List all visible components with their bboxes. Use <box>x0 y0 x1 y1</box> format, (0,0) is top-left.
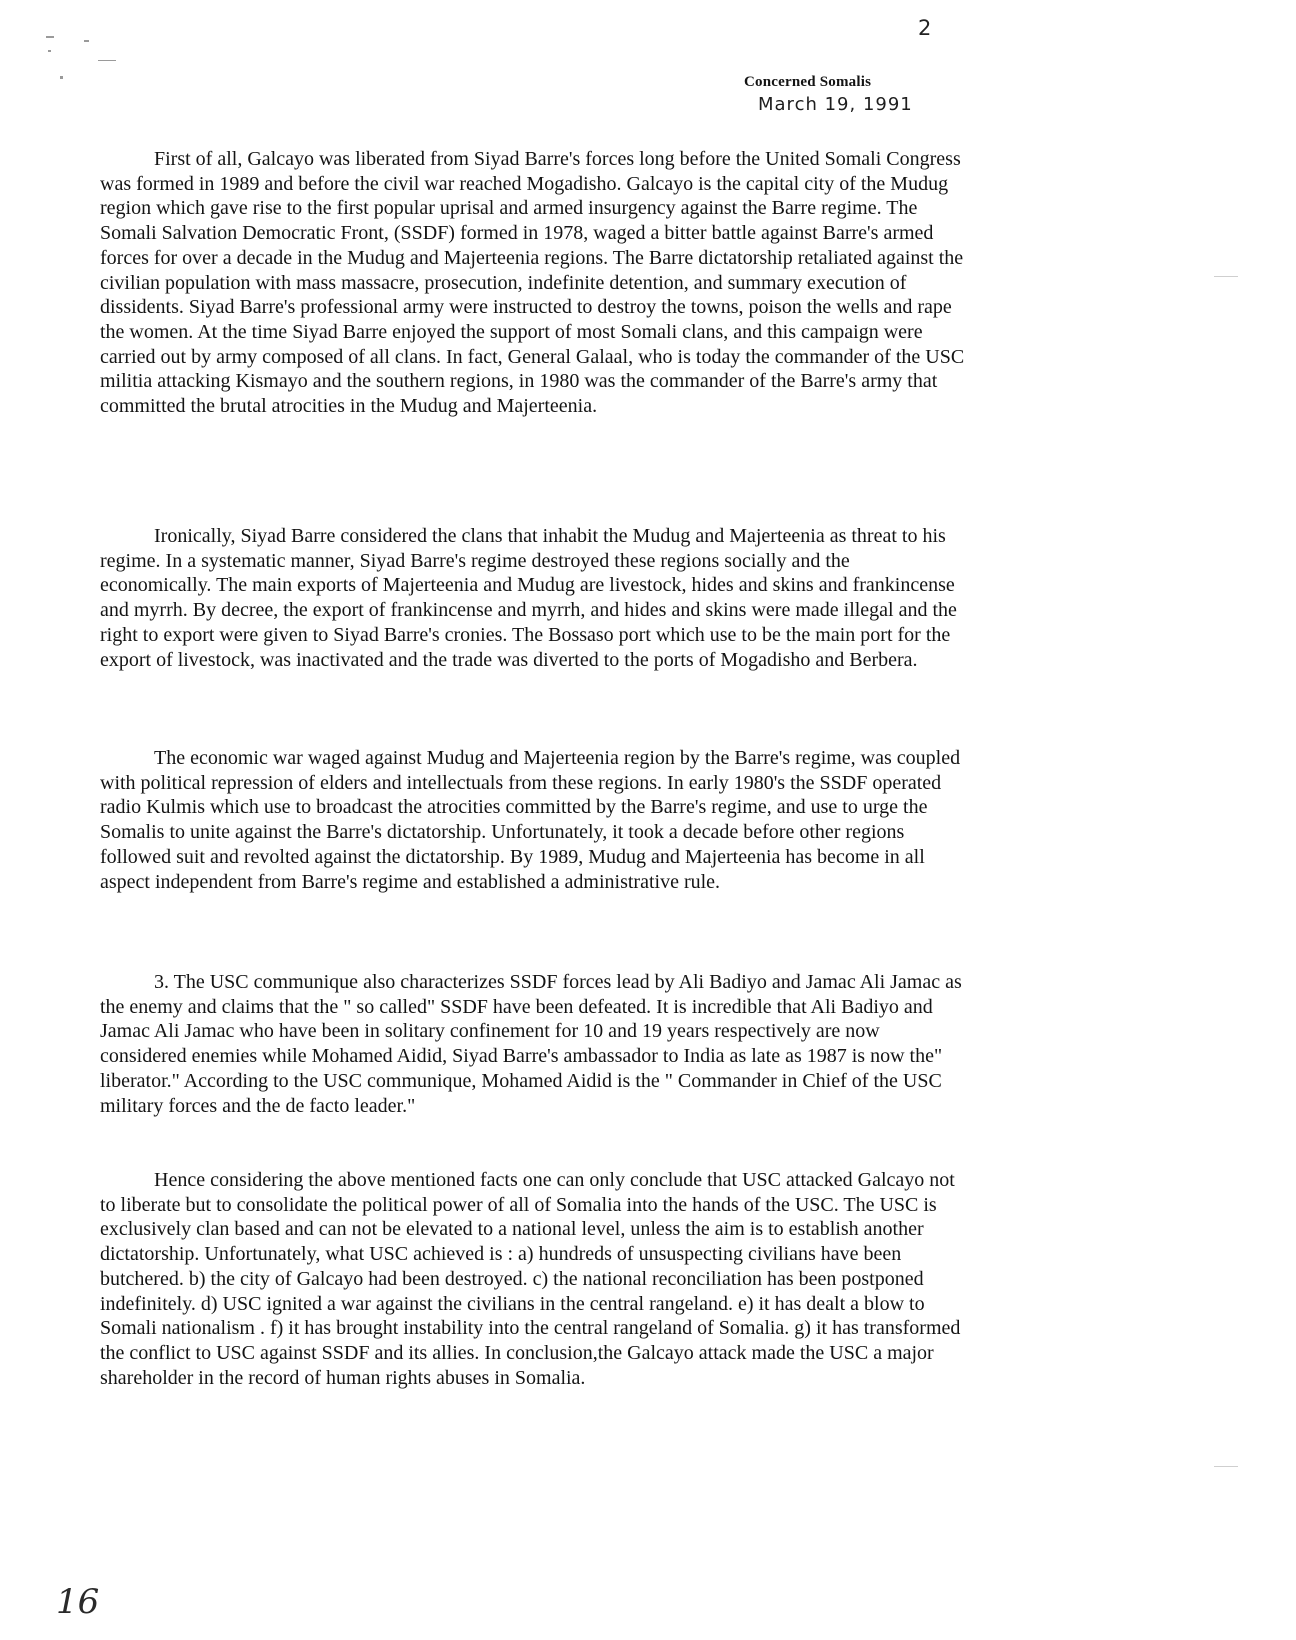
paragraph-conclusion: Hence considering the above mentioned facts one can only conclude that USC attacked Galcayo not to liberate but to consolidate the political power of all of Somalia into the hands of the USC. The USC is exclusively clan based and can not be elevated to a national level, unless the aim is to establish another dictatorship. Unfortunately, what USC achieved is : a) hundreds of unsuspecting civilians have been butchered. b) the city of Galcayo had been destroyed. c) the national reconciliation has been postponed indefinitely. d) USC ignited a war against the civilians in the central rangeland. e) it has dealt a blow to Somali nationalism . f) it has brought instability into the central rangeland of Somalia. g) it has transformed the conflict to USC against SSDF and its allies. In conclusion,the Galcayo attack made the USC a major shareholder in the record of human rights abuses in Somalia. <box>100 1169 961 1389</box>
paragraph-usc-communique: 3. The USC communique also characterizes SSDF forces lead by Ali Badiyo and Jamac Ali Jamac as the enemy and claims that the " so called" SSDF have been defeated. It is incredible that Ali Badiyo and Jamac Ali Jamac who have been in solitary confinement for 10 and 19 years respectively are now considered enemies while Mohamed Aidid, Siyad Barre's ambassador to India as late as 1987 is now the" liberator." According to the USC communique, Mohamed Aidid is the " Commander in Chief of the USC military forces and the de facto leader." <box>100 971 962 1117</box>
paragraph-political-repression: The economic war waged against Mudug and Majerteenia region by the Barre's regime, was coupled with political repression of elders and intellectuals from these regions. In early 1980's the SSDF operated radio Kulmis which use to broadcast the atrocities committed by the Barre's regime, and use to urge the Somalis to unite against the Barre's dictatorship. Unfortunately, it took a decade before other regions followed suit and revolted against the dictatorship. By 1989, Mudug and Majerteenia has become in all aspect independent from Barre's regime and established a administrative rule. <box>100 747 961 893</box>
organization-name: Concerned Somalis <box>744 74 872 90</box>
paragraph-galcayo-liberation: First of all, Galcayo was liberated from Siyad Barre's forces long before the United Somali Congress was formed in 1989 and before the civil war reached Mogadisho. Galcayo is the capital city of the Mudug region which gave rise to the first popular uprisal and armed insurgency against the Barre regime. The Somali Salvation Democratic Front, (SSDF) formed in 1978, waged a bitter battle against Barre's armed forces for over a decade in the Mudug and Majerteenia regions. The Barre dictatorship retaliated against the civilian population with mass massacre, prosecution, indefinite detention, and summary execution of dissidents. Siyad Barre's professional army were instructed to destroy the towns, poison the wells and rape the women. At the time Siyad Barre enjoyed the support of most Somali clans, and this campaign were carried out by army composed of all clans. In fact, General Galaal, who is today the commander of the USC militia attacking Kismayo and the southern regions, in 1980 was the commander of the Barre's army that committed the brutal atrocities in the Mudug and Majerteenia. <box>100 148 965 418</box>
letter-date: March 19, 1991 <box>758 94 913 115</box>
scan-speck <box>60 76 63 79</box>
scan-speck <box>84 40 89 42</box>
handwritten-page-note: 16 <box>56 1582 100 1622</box>
page-number: 2 <box>918 16 932 40</box>
margin-mark <box>1214 1466 1238 1467</box>
scan-speck <box>98 60 116 61</box>
scan-speck <box>48 50 51 52</box>
paragraph-economic-destruction: Ironically, Siyad Barre considered the clans that inhabit the Mudug and Majerteenia as threat to his regime. In a systematic manner, Siyad Barre's regime destroyed these regions socially and the economically. The main exports of Majerteenia and Mudug are livestock, hides and skins and frankincense and myrrh. By decree, the export of frankincense and myrrh, and hides and skins were made illegal and the right to export were given to Siyad Barre's cronies. The Bossaso port which use to be the main port for the export of livestock, was inactivated and the trade was diverted to the ports of Mogadisho and Berbera. <box>100 525 957 671</box>
margin-mark <box>1214 276 1238 277</box>
scan-speck <box>46 36 54 38</box>
